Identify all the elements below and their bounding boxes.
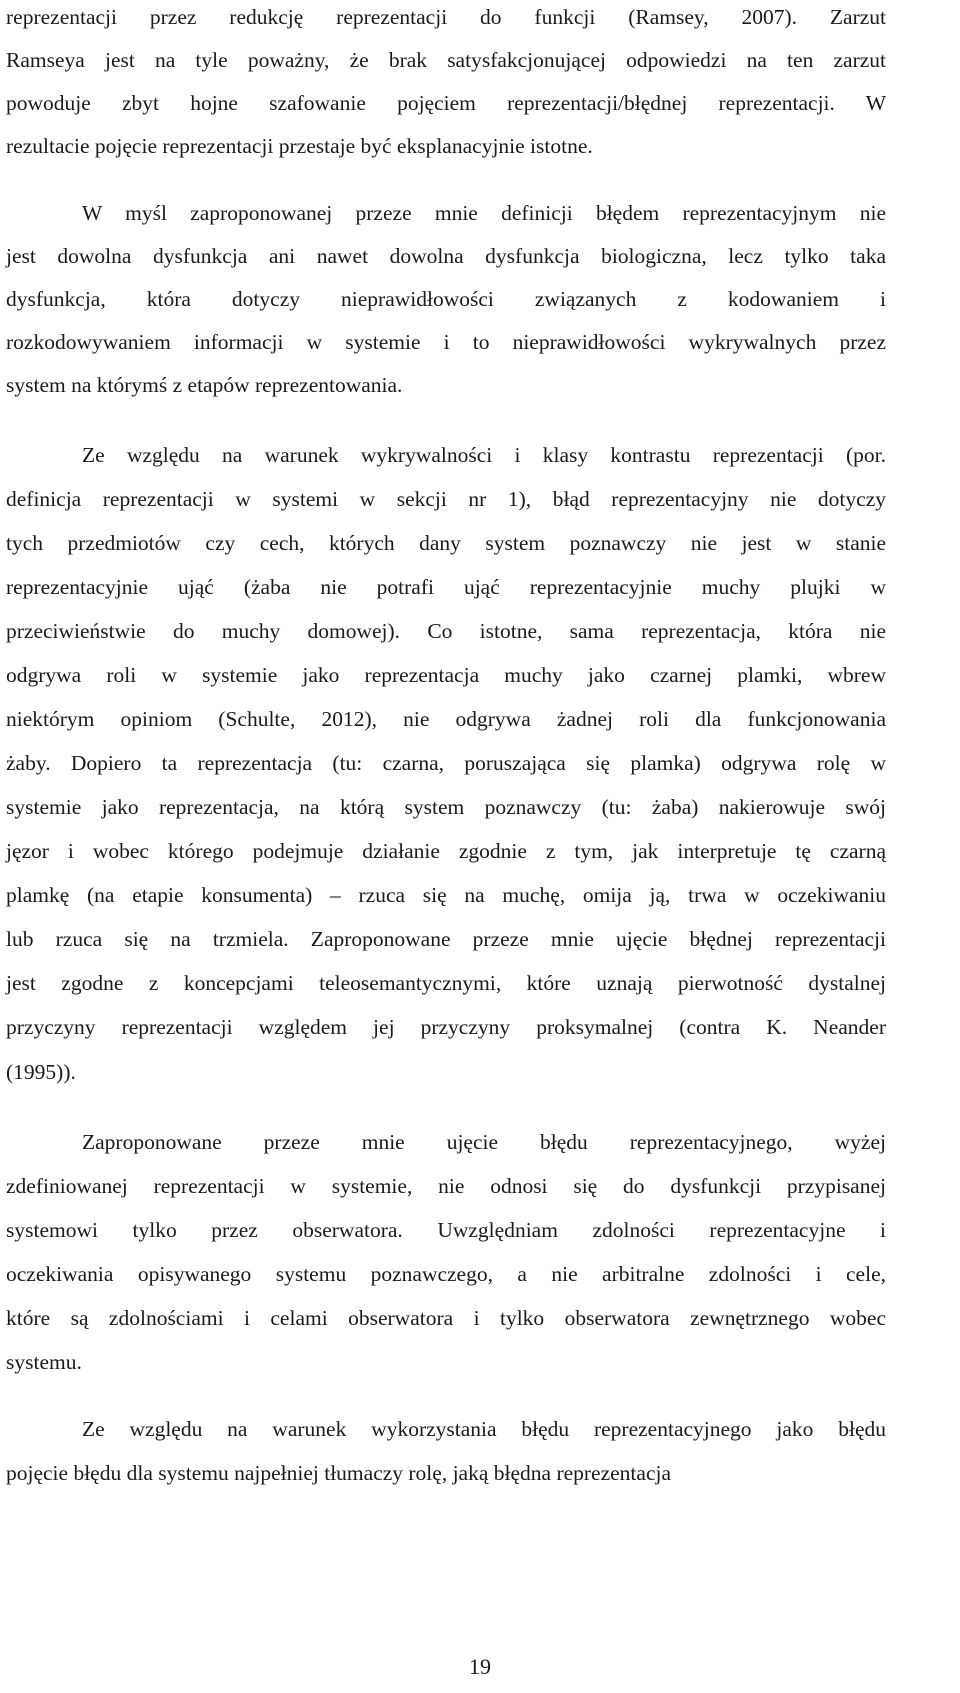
text-line: które są zdolnościami i celami obserwatora i tylko obserwatora zewnętrznego wobec	[6, 1306, 886, 1330]
text-line: jest zgodne z koncepcjami teleosemantycznymi, które uznają pierwotność dystalnej	[6, 971, 886, 995]
text-line: odgrywa roli w systemie jako reprezentacja muchy jako czarnej plamki, wbrew	[6, 663, 886, 687]
text-line: (1995)).	[6, 1060, 76, 1084]
text-line: Zaproponowane przeze mnie ujęcie błędu reprezentacyjnego, wyżej	[82, 1130, 886, 1154]
text-line: rozkodowywaniem informacji w systemie i to nieprawidłowości wykrywalnych przez	[6, 330, 886, 354]
text-line: powoduje zbyt hojne szafowanie pojęciem reprezentacji/błędnej reprezentacji. W	[6, 91, 886, 115]
text-line: przeciwieństwie do muchy domowej). Co istotne, sama reprezentacja, która nie	[6, 619, 886, 643]
text-line: plamkę (na etapie konsumenta) – rzuca się na muchę, omija ją, trwa w oczekiwaniu	[6, 883, 886, 907]
text-line: oczekiwania opisywanego systemu poznawczego, a nie arbitralne zdolności i cele,	[6, 1262, 886, 1286]
text-line: niektórym opiniom (Schulte, 2012), nie odgrywa żadnej roli dla funkcjonowania	[6, 707, 886, 731]
text-line: zdefiniowanej reprezentacji w systemie, nie odnosi się do dysfunkcji przypisanej	[6, 1174, 886, 1198]
text-line: W myśl zaproponowanej przeze mnie definicji błędem reprezentacyjnym nie	[82, 201, 886, 225]
text-line: rezultacie pojęcie reprezentacji przestaje być eksplanacyjnie istotne.	[6, 134, 593, 158]
text-line: Ze względu na warunek wykrywalności i klasy kontrastu reprezentacji (por.	[82, 443, 886, 467]
text-line: Ramseya jest na tyle poważny, że brak satysfakcjonującej odpowiedzi na ten zarzut	[6, 48, 886, 72]
text-line: żaby. Dopiero ta reprezentacja (tu: czarna, poruszająca się plamka) odgrywa rolę w	[6, 751, 886, 775]
text-line: systemie jako reprezentacja, na którą system poznawczy (tu: żaba) nakierowuje swój	[6, 795, 886, 819]
text-line: system na którymś z etapów reprezentowania.	[6, 373, 403, 397]
text-line: jęzor i wobec którego podejmuje działanie zgodnie z tym, jak interpretuje tę czarną	[6, 839, 886, 863]
text-line: definicja reprezentacji w systemi w sekcji nr 1), błąd reprezentacyjny nie dotyczy	[6, 487, 886, 511]
text-line: przyczyny reprezentacji względem jej przyczyny proksymalnej (contra K. Neander	[6, 1015, 886, 1039]
text-line: jest dowolna dysfunkcja ani nawet dowolna dysfunkcja biologiczna, lecz tylko taka	[6, 244, 886, 268]
text-line: dysfunkcja, która dotyczy nieprawidłowości związanych z kodowaniem i	[6, 287, 886, 311]
page-number: 19	[469, 1654, 491, 1679]
text-line: systemowi tylko przez obserwatora. Uwzględniam zdolności reprezentacyjne i	[6, 1218, 886, 1242]
text-line: pojęcie błędu dla systemu najpełniej tłumaczy rolę, jaką błędna reprezentacja	[6, 1461, 672, 1485]
text-line: reprezentacyjnie ująć (żaba nie potrafi ująć reprezentacyjnie muchy plujki w	[6, 575, 886, 599]
text-line: lub rzuca się na trzmiela. Zaproponowane przeze mnie ujęcie błędnej reprezentacji	[6, 927, 886, 951]
text-line: reprezentacji przez redukcję reprezentacji do funkcji (Ramsey, 2007). Zarzut	[6, 5, 886, 29]
text-line: tych przedmiotów czy cech, których dany system poznawczy nie jest w stanie	[6, 531, 886, 555]
text-line: systemu.	[6, 1350, 82, 1374]
text-line: Ze względu na warunek wykorzystania błędu reprezentacyjnego jako błędu	[82, 1417, 886, 1441]
